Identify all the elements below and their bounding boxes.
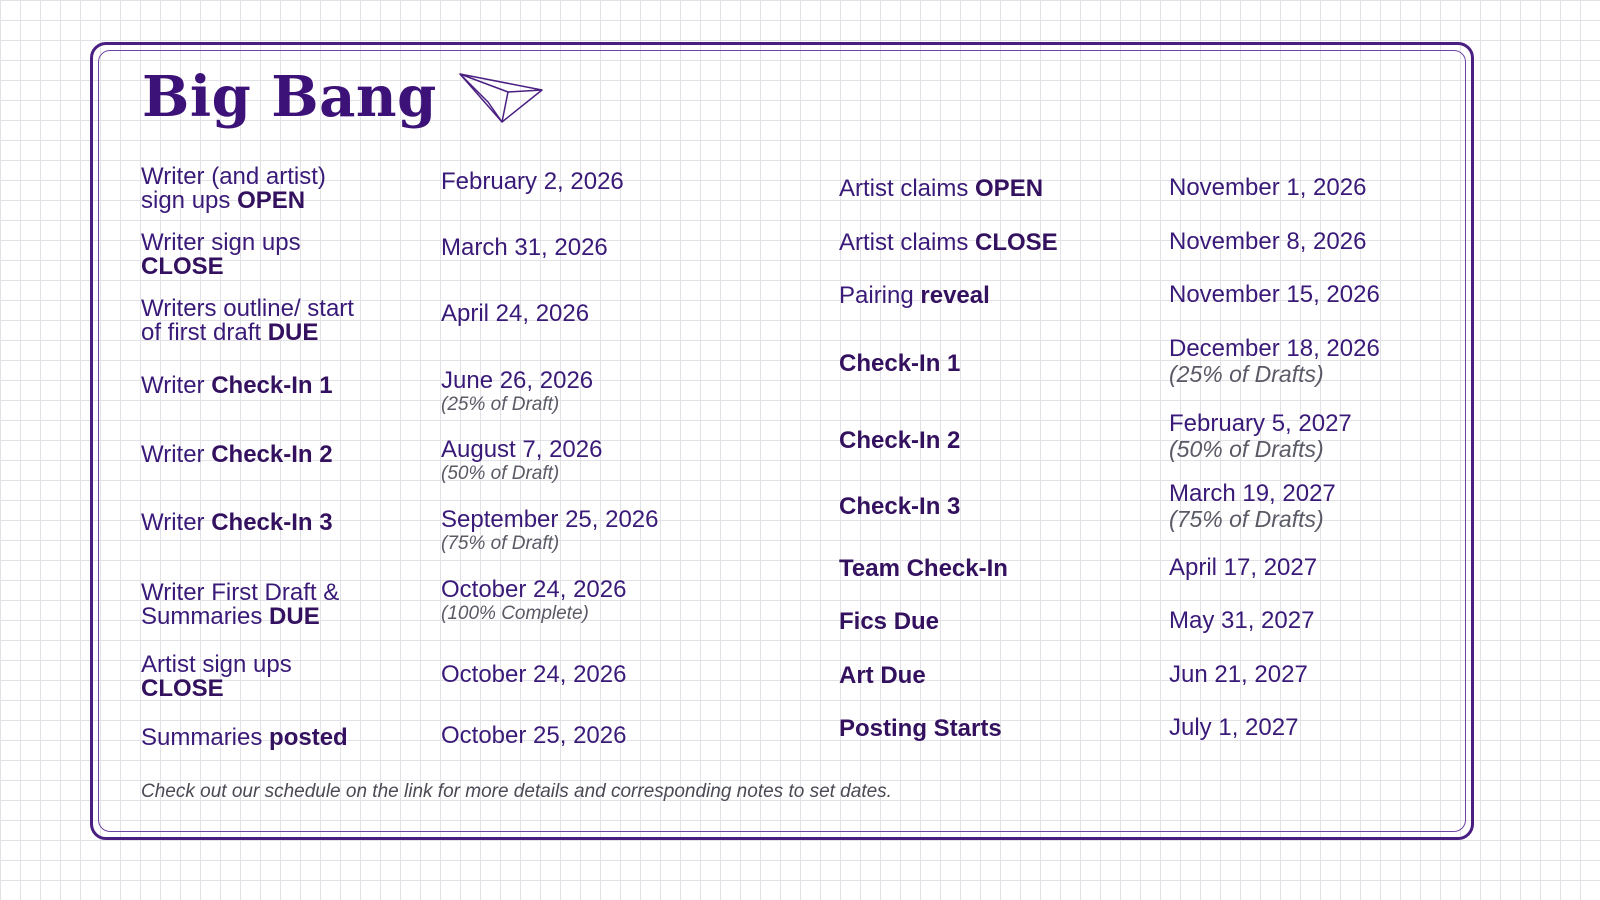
label-text: Pairing — [839, 282, 921, 309]
date-text: May 31, 2027 — [1169, 607, 1315, 634]
date-text: October 24, 2026 — [441, 576, 627, 603]
schedule-date — [1169, 662, 1308, 688]
schedule-label — [839, 717, 1002, 741]
schedule-label — [141, 443, 333, 467]
schedule-label — [839, 177, 1043, 201]
schedule-date — [1169, 411, 1352, 461]
schedule-date — [1169, 608, 1314, 634]
date-text: February 2, 2026 — [441, 168, 624, 195]
label-line-1: Writer First Draft & — [141, 579, 340, 606]
date-text: August 7, 2026 — [441, 436, 603, 463]
schedule-label — [141, 581, 339, 629]
schedule-date — [441, 662, 626, 688]
date-note: (25% of Drafts) — [1169, 361, 1324, 387]
paper-plane-icon — [458, 72, 544, 126]
label-emphasis: Art Due — [839, 662, 926, 689]
label-emphasis: Check-In 1 — [211, 372, 333, 399]
schedule-date — [441, 507, 659, 555]
label-text: sign ups — [141, 187, 238, 214]
label-emphasis: Check-In 3 — [839, 493, 961, 520]
label-line-1: Writer sign ups — [141, 229, 301, 256]
date-text: June 26, 2026 — [441, 367, 594, 394]
schedule-date — [1169, 555, 1317, 581]
footer-note: Check out our schedule on the link for more details and corresponding notes to set dates. — [141, 781, 892, 802]
schedule-label — [839, 557, 1008, 581]
label-text: Writer — [141, 441, 212, 468]
date-text: February 5, 2027 — [1169, 410, 1352, 437]
schedule-date — [441, 437, 602, 485]
date-note: (50% of Drafts) — [1169, 436, 1324, 462]
date-note: (100% Complete) — [441, 603, 589, 624]
date-text: April 24, 2026 — [441, 300, 590, 327]
date-text: November 8, 2026 — [1169, 228, 1367, 255]
schedule-label — [839, 495, 960, 519]
date-text: December 18, 2026 — [1169, 335, 1380, 362]
label-emphasis: DUE — [267, 319, 319, 346]
schedule-date — [1169, 336, 1380, 386]
label-emphasis: Fics Due — [839, 608, 940, 635]
label-line-1: Artist sign ups — [141, 651, 292, 678]
schedule-label — [141, 231, 301, 279]
schedule-date — [441, 301, 589, 327]
label-emphasis: Check-In 2 — [211, 441, 333, 468]
label-emphasis: OPEN — [975, 175, 1044, 202]
date-text: April 17, 2027 — [1169, 554, 1318, 581]
date-text: October 24, 2026 — [441, 661, 627, 688]
date-text: September 25, 2026 — [441, 506, 659, 533]
label-text: Writer — [141, 372, 212, 399]
date-text: July 1, 2027 — [1169, 714, 1299, 741]
schedule-date — [1169, 481, 1336, 531]
schedule-date — [441, 723, 626, 749]
date-text: March 31, 2026 — [441, 234, 608, 261]
label-emphasis: Posting Starts — [839, 715, 1002, 742]
label-text: Summaries — [141, 724, 270, 751]
label-emphasis: CLOSE — [141, 253, 224, 280]
schedule-label — [141, 511, 333, 535]
label-text: Writer — [141, 509, 212, 536]
schedule-label — [839, 664, 926, 688]
label-emphasis: Check-In 3 — [211, 509, 333, 536]
schedule-label — [839, 352, 960, 376]
schedule-label — [141, 653, 292, 701]
schedule-label — [839, 284, 990, 308]
schedule-date — [1169, 175, 1366, 201]
schedule-label — [839, 610, 939, 634]
label-emphasis: Check-In 1 — [839, 350, 961, 377]
label-line-1: Writers outline/ start — [141, 295, 354, 322]
date-text: October 25, 2026 — [441, 722, 627, 749]
schedule-date — [441, 169, 624, 195]
label-emphasis: DUE — [269, 603, 320, 630]
date-text: Jun 21, 2027 — [1169, 661, 1308, 688]
schedule-label — [141, 165, 326, 213]
label-line-1: Writer (and artist) — [141, 163, 326, 190]
date-text: March 19, 2027 — [1169, 480, 1336, 507]
label-emphasis: CLOSE — [141, 675, 224, 702]
schedule-label — [141, 374, 333, 398]
label-emphasis: reveal — [920, 282, 990, 309]
schedule-label — [141, 297, 354, 345]
schedule-date — [1169, 282, 1380, 308]
label-emphasis: posted — [269, 724, 348, 751]
label-emphasis: OPEN — [237, 187, 306, 214]
label-text: Summaries — [141, 603, 270, 630]
date-note: (50% of Draft) — [441, 463, 560, 484]
schedule-date — [441, 235, 608, 261]
label-text: Artist claims — [839, 175, 976, 202]
schedule-date — [1169, 229, 1366, 255]
label-text: of first draft — [141, 319, 268, 346]
date-text: November 15, 2026 — [1169, 281, 1380, 308]
date-text: November 1, 2026 — [1169, 174, 1367, 201]
schedule-label — [839, 231, 1058, 255]
schedule-date — [441, 368, 593, 416]
schedule-label — [839, 429, 960, 453]
label-emphasis: Team Check-In — [839, 555, 1008, 582]
date-note: (75% of Drafts) — [1169, 506, 1324, 532]
label-text: Artist claims — [839, 229, 976, 256]
label-emphasis: CLOSE — [975, 229, 1058, 256]
schedule-label — [141, 726, 348, 750]
label-emphasis: Check-In 2 — [839, 427, 961, 454]
page-title: Big Bang — [142, 64, 437, 130]
date-note: (75% of Draft) — [441, 533, 560, 554]
schedule-date — [1169, 715, 1298, 741]
schedule-date — [441, 577, 626, 625]
date-note: (25% of Draft) — [441, 394, 560, 415]
